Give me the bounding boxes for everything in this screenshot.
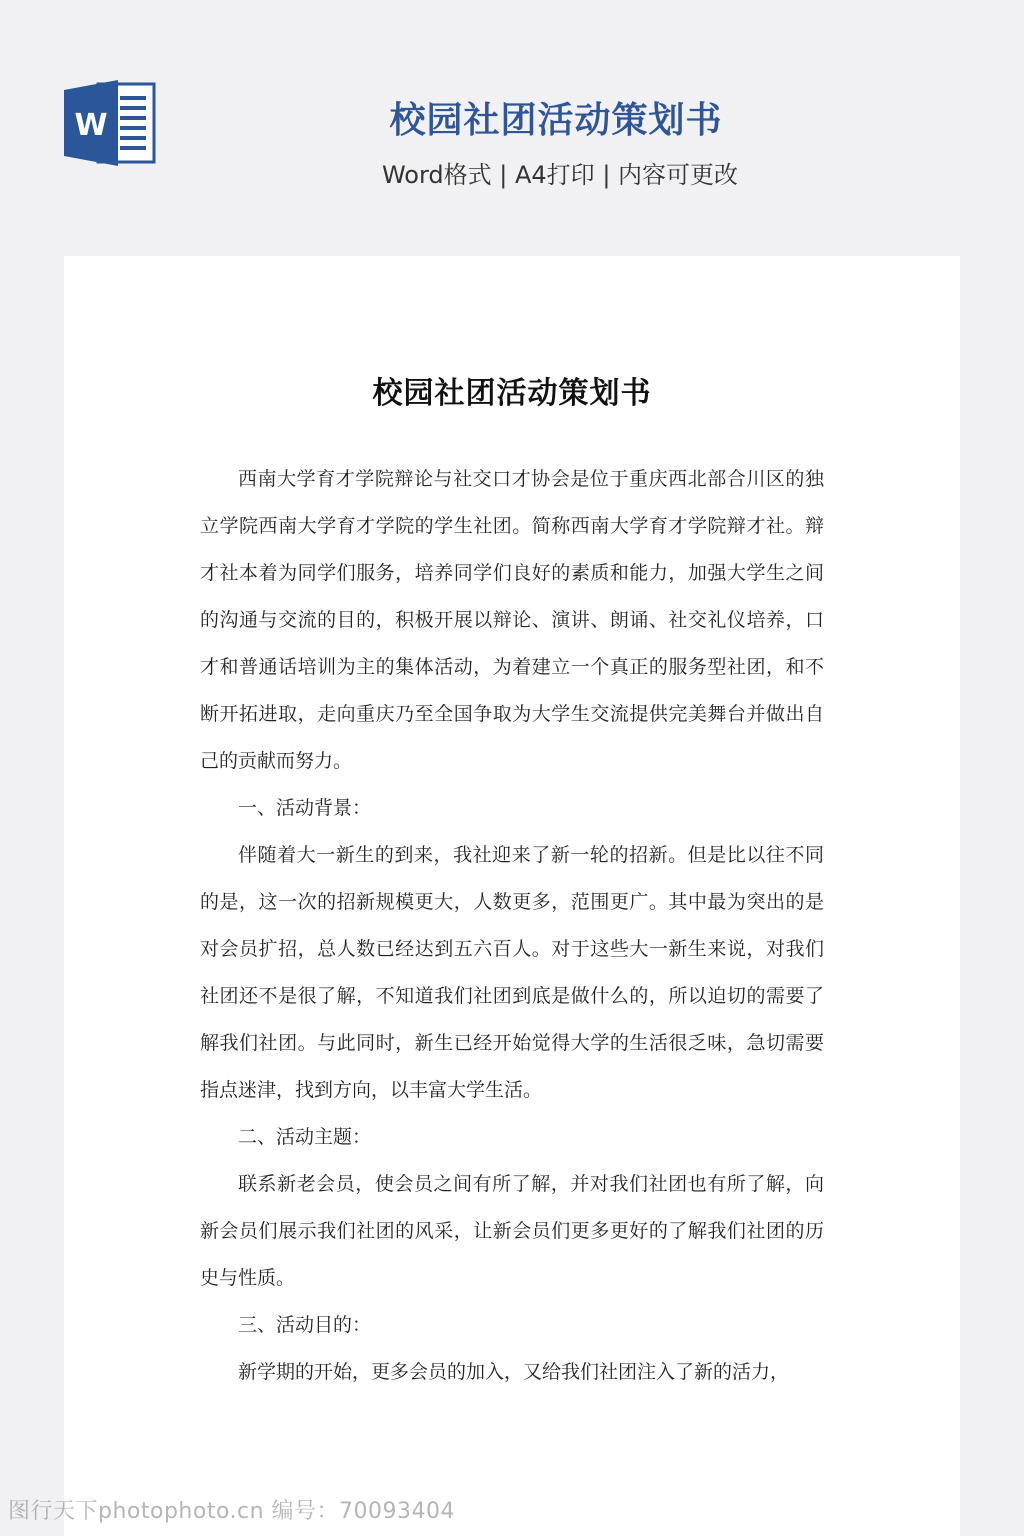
document-title: 校园社团活动策划书 bbox=[372, 376, 652, 411]
section-heading-background: 一、活动背景： bbox=[238, 797, 372, 819]
document-body bbox=[200, 456, 824, 1396]
paragraph-theme: 联系新老会员，使会员之间有所了解，并对我们社团也有所了解，向新会员们展示我们社团的风采，让新会员们更多更好的了解我们社团的历史与性质。 bbox=[200, 1173, 824, 1289]
header-title: 校园社团活动策划书 bbox=[389, 100, 723, 141]
paragraph-intro: 西南大学育才学院辩论与社交口才协会是位于重庆西北部合川区的独立学院西南大学育才学院的学生社团。简称西南大学育才学院辩才社。辩才社本着为同学们服务，培养同学们良好的素质和能力，加强大学生之间的沟通与交流的目的，积极开展以辩论、演讲、朗诵、社交礼仪培养，口才和普通话培训为主的集体活动，为着建立一个真正的服务型社团，和不断开拓进取，走向重庆乃至全国争取为大学生交流提供完美舞台并做出自己的贡献而努力。 bbox=[200, 468, 824, 772]
word-document-icon bbox=[64, 80, 158, 166]
paragraph-background: 伴随着大一新生的到来，我社迎来了新一轮的招新。但是比以往不同的是，这一次的招新规模更大，人数更多，范围更广。其中最为突出的是对会员扩招，总人数已经达到五六百人。对于这些大一新生来说，对我们社团还不是很了解，不知道我们社团到底是做什么的，所以迫切的需要了解我们社团。与此同时，新生已经开始觉得大学的生活很乏味，急切需要指点迷津，找到方向，以丰富大学生活。 bbox=[200, 844, 824, 1101]
watermark: 图行天下photophoto.cn 编号：70093404 bbox=[8, 1499, 456, 1524]
paragraph-purpose: 新学期的开始，更多会员的加入，又给我们社团注入了新的活力， bbox=[238, 1361, 790, 1383]
document-page bbox=[64, 256, 960, 1536]
section-heading-purpose: 三、活动目的： bbox=[238, 1314, 372, 1336]
header bbox=[0, 0, 1024, 256]
section-heading-theme: 二、活动主题： bbox=[238, 1126, 372, 1148]
svg-text:W: W bbox=[74, 108, 108, 143]
header-subtitle: Word格式 | A4打印 | 内容可更改 bbox=[381, 161, 739, 189]
